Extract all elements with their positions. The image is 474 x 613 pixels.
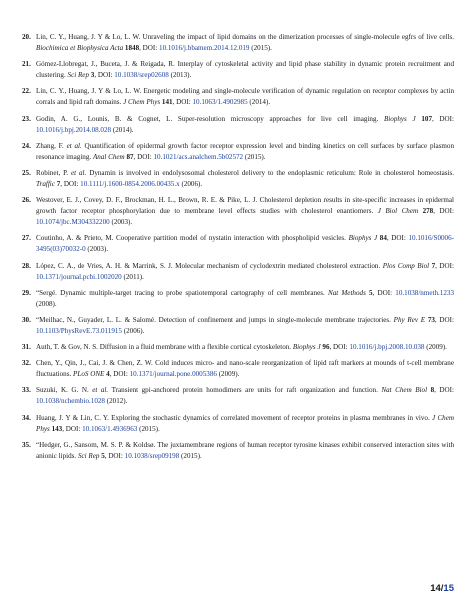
- reference-volume: 8: [430, 386, 435, 395]
- reference-authors-title: Suzuki, K. G. N.: [36, 386, 93, 395]
- reference-doi-link[interactable]: 10.1074/jbc.M304332200: [36, 218, 110, 227]
- reference-text: [36, 342, 454, 353]
- reference-year: (2015).: [249, 44, 272, 52]
- reference-doi-prefix: , DOI:: [433, 207, 454, 216]
- reference-journal: Phy Rev E: [393, 315, 426, 324]
- reference-year: (2013).: [168, 71, 192, 80]
- reference-journal: J Chem Phys: [123, 98, 161, 107]
- reference-authors-title: “Meilhac, N., Guyader, L. L. & Salomé. Detection of confinement and jumps in single-molecule membrane trajectories.: [36, 315, 394, 324]
- reference-journal: Biophys J: [348, 234, 378, 243]
- reference-journal: Sci Rep: [77, 451, 100, 460]
- reference-number: 32.: [22, 359, 31, 368]
- reference-text: [36, 195, 454, 228]
- reference-authors-title: Westover, E. J., Covey, D. F., Brockman, H. L., Brown, R. E. & Pike, L. J. Cholesterol depletion results in site-specific increases in epidermal growth factor receptor phosphorylation due to membrane level effects studies with cholesterol enantiomers.: [36, 196, 454, 216]
- reference-volume: 7: [56, 179, 61, 188]
- reference-item: [22, 86, 454, 108]
- reference-authors-title: Coutinho, A. & Prieto, M. Cooperative partition model of nystatin interaction with phospholipid vesicles.: [36, 234, 349, 243]
- reference-number: 28.: [22, 261, 31, 270]
- reference-number: 34.: [22, 413, 31, 422]
- reference-year: (2003).: [85, 245, 109, 254]
- reference-text: [36, 413, 454, 435]
- reference-volume: 7: [431, 261, 436, 270]
- reference-item: [22, 59, 454, 81]
- reference-doi-prefix: , DOI:: [172, 98, 193, 107]
- reference-journal: J Biol Chem: [377, 207, 419, 216]
- reference-journal: Sci Rep: [67, 71, 89, 80]
- page-number: [430, 583, 454, 594]
- reference-year: (2012).: [104, 397, 128, 406]
- reference-number: 26.: [22, 196, 31, 205]
- reference-authors-title: Lin, C. Y., Huang, J. Y & Lo, L. W. Unraveling the impact of lipid domains on the dimerization processes of single-molecule egfrs of live cells.: [36, 33, 454, 41]
- total-pages-link[interactable]: 15: [443, 583, 454, 594]
- reference-item: [22, 261, 454, 283]
- reference-item: [22, 358, 454, 380]
- reference-number: 33.: [22, 386, 31, 395]
- reference-year: (2014).: [111, 125, 134, 134]
- reference-title: Dynamin is involved in endolysosomal cholesterol delivery to the endoplasmic reticulum: Role in cholesterol homeostasis.: [86, 168, 454, 177]
- reference-journal: J Chem Phys: [36, 413, 454, 433]
- reference-item: [22, 413, 454, 435]
- reference-et-al: et al.: [70, 168, 87, 177]
- reference-journal: Anal Chem: [92, 152, 125, 161]
- reference-text: [36, 114, 454, 136]
- reference-title: Quantification of epidermal growth factor receptor expression level and binding kinetics on cell surfaces by surface plasmon resonance imaging.: [36, 141, 454, 161]
- reference-volume: 5: [369, 288, 373, 297]
- reference-doi-prefix: , DOI:: [133, 152, 154, 161]
- reference-journal: Biophys J: [383, 114, 416, 123]
- reference-doi-link[interactable]: 10.1103/PhysRevE.73.011915: [36, 326, 122, 335]
- reference-et-al: et al.: [66, 141, 82, 150]
- reference-journal: Traffic: [36, 179, 55, 188]
- reference-year: (2015).: [243, 152, 266, 161]
- reference-doi-link[interactable]: 10.1038/nmeth.1233: [395, 288, 454, 297]
- reference-number: 22.: [22, 87, 31, 96]
- reference-doi-prefix: , DOI:: [104, 451, 125, 460]
- reference-item: [22, 342, 454, 353]
- reference-doi-prefix: , DOI:: [329, 343, 350, 352]
- reference-authors-title: Chen, Y., Qin, J., Cai, J. & Chen, Z. W. Cold induces micro- and nano-scale reorganization of lipid raft markers at mounds of t-cell membrane fluctuations.: [36, 359, 454, 379]
- reference-doi-prefix: , DOI:: [435, 261, 454, 270]
- reference-number: 24.: [22, 141, 31, 150]
- reference-journal: Biochimica et Biophysica Acta: [36, 44, 124, 52]
- reference-doi-link[interactable]: 10.1063/1.4936963: [82, 424, 138, 433]
- reference-text: [36, 288, 454, 310]
- reference-number: 25.: [22, 168, 31, 177]
- reference-doi-link[interactable]: 10.1038/srep09198: [124, 451, 180, 460]
- reference-item: [22, 315, 454, 337]
- reference-journal: Nat Methods: [327, 288, 366, 297]
- reference-volume: 73: [427, 315, 435, 324]
- reference-volume: 3: [90, 71, 95, 80]
- reference-authors-title: López, C. A., de Vries, A. H. & Marrink, S. J. Molecular mechanism of cyclodextrin mediated cholesterol extraction.: [36, 261, 383, 270]
- reference-doi-prefix: , DOI:: [386, 234, 409, 243]
- reference-authors-title: Lin, C. Y., Huang, J. Y & Lo, L. W. Energetic modeling and single-molecule verification of dynamic regulation on receptor complexes by actin corrals and lipid raft domains.: [36, 87, 454, 107]
- reference-journal: Nat Chem Biol: [381, 386, 428, 395]
- reference-authors-title: Auth, T. & Gov, N. S. Diffusion in a fluid membrane with a flexible cortical cytoskeleton.: [36, 343, 293, 352]
- reference-item: [22, 440, 454, 462]
- reference-journal: Biophys J: [292, 343, 321, 352]
- reference-doi-link[interactable]: 10.1021/acs.analchem.5b02572: [153, 152, 244, 161]
- reference-item: [22, 288, 454, 310]
- reference-volume: 1848: [124, 44, 140, 52]
- reference-item: [22, 168, 454, 190]
- reference-text: [36, 440, 454, 462]
- reference-authors-title: Zhang, F.: [36, 141, 67, 150]
- reference-item: [22, 233, 454, 255]
- reference-text: [36, 315, 454, 337]
- reference-journal: Plos Comp Biol: [382, 261, 430, 270]
- current-page: 14/: [430, 583, 444, 594]
- reference-year: (2006).: [179, 179, 203, 188]
- reference-volume: 141: [161, 98, 173, 107]
- reference-text: [36, 358, 454, 380]
- reference-year: (2006).: [121, 326, 145, 335]
- reference-volume: 4: [106, 370, 110, 379]
- reference-year: (2003).: [109, 218, 133, 227]
- reference-doi-link[interactable]: 10.1371/journal.pone.0005386: [129, 370, 217, 379]
- reference-doi-link[interactable]: 10.1016/j.bpj.2014.08.028: [36, 125, 112, 134]
- reference-authors-title: “Sergé. Dynamic multiple-target tracing to probe spatiotemporal cartography of cell membranes.: [36, 288, 328, 297]
- reference-text: [36, 86, 454, 108]
- reference-year: (2008).: [36, 299, 57, 308]
- reference-doi-link[interactable]: 10.1063/1.4902985: [192, 98, 248, 107]
- reference-number: 29.: [22, 288, 31, 297]
- reference-number: 35.: [22, 440, 31, 449]
- reference-doi-link[interactable]: 10.1038/nchembio.1028: [36, 397, 105, 406]
- reference-doi-prefix: , DOI:: [109, 370, 130, 379]
- reference-doi-prefix: , DOI:: [431, 114, 455, 123]
- reference-text: [36, 385, 454, 407]
- reference-volume: 5: [101, 451, 105, 460]
- reference-text: [36, 233, 454, 255]
- reference-doi-prefix: , DOI:: [434, 386, 454, 395]
- reference-number: 20.: [22, 33, 31, 41]
- reference-doi-link[interactable]: 10.1111/j.1600-0854.2006.00435.x: [80, 179, 180, 188]
- reference-et-al: et al.: [92, 386, 109, 395]
- reference-volume: 107: [421, 114, 432, 123]
- reference-item: [22, 195, 454, 228]
- reference-item: [22, 32, 454, 54]
- reference-year: (2011).: [121, 272, 144, 281]
- reference-doi-link[interactable]: 10.1371/journal.pcbi.1002020: [36, 272, 122, 281]
- reference-year: (2015).: [137, 424, 160, 433]
- reference-number: 30.: [22, 315, 31, 324]
- reference-authors-title: “Hedger, G., Sansom, M. S. P. & Koldsø. The juxtamembrane regions of human receptor tyrosine kinases exhibit conserved interaction sites with anionic lipids.: [36, 440, 454, 460]
- reference-doi-prefix: , DOI:: [60, 179, 81, 188]
- reference-text: [36, 168, 454, 190]
- reference-number: 23.: [22, 114, 31, 123]
- reference-doi-prefix: , DOI:: [434, 315, 454, 324]
- reference-text: [36, 261, 454, 283]
- reference-doi-prefix: , DOI:: [94, 71, 115, 80]
- reference-year: (2009).: [424, 343, 447, 352]
- reference-year: (2009).: [216, 370, 240, 379]
- reference-item: [22, 141, 454, 163]
- reference-text: [36, 32, 454, 54]
- reference-volume: 84: [379, 234, 387, 243]
- reference-year: (2015).: [179, 451, 202, 460]
- reference-authors-title: Gómez-Llobregat, J., Buceta, J. & Reigada, R. Interplay of cytoskeletal activity and lipid phase stability in dynamic protein recruitment and clustering.: [36, 60, 454, 80]
- reference-list: [22, 32, 454, 467]
- reference-text: [36, 141, 454, 163]
- reference-number: 31.: [22, 343, 31, 352]
- reference-volume: 87: [126, 152, 134, 161]
- reference-volume: 143: [51, 424, 63, 433]
- reference-doi-link[interactable]: 10.1038/srep02608: [114, 71, 169, 80]
- reference-authors-title: Godin, A. G., Lounis, B. & Cognet, L. Super-resolution microscopy approaches for live cell imaging.: [36, 114, 384, 123]
- reference-number: 21.: [22, 60, 31, 69]
- reference-title: Transient gpi-anchored protein homodimers are units for raft organization and function.: [108, 386, 382, 395]
- reference-doi-prefix: , DOI:: [139, 44, 160, 52]
- reference-doi-link[interactable]: 10.1016/j.bpj.2008.10.038: [349, 343, 425, 352]
- reference-volume: 96: [322, 343, 330, 352]
- reference-journal: PLoS ONE: [73, 370, 105, 379]
- reference-volume: 278: [422, 207, 434, 216]
- reference-authors-title: Robinet, P.: [36, 168, 71, 177]
- reference-doi-prefix: , DOI:: [372, 288, 396, 297]
- reference-doi-link[interactable]: 10.1016/j.bbamem.2014.12.019: [159, 44, 250, 52]
- reference-doi-link[interactable]: 10.1016/S0006-3495(03)70032-0: [36, 234, 454, 254]
- reference-item: [22, 385, 454, 407]
- reference-year: (2014).: [247, 98, 271, 107]
- reference-doi-prefix: , DOI:: [62, 424, 83, 433]
- reference-text: [36, 59, 454, 81]
- reference-number: 27.: [22, 234, 31, 243]
- reference-authors-title: Huang, J. Y & Lin, C. Y. Exploring the stochastic dynamics of correlated movement of receptor proteins in plasma membranes in vivo.: [36, 413, 433, 422]
- reference-item: [22, 114, 454, 136]
